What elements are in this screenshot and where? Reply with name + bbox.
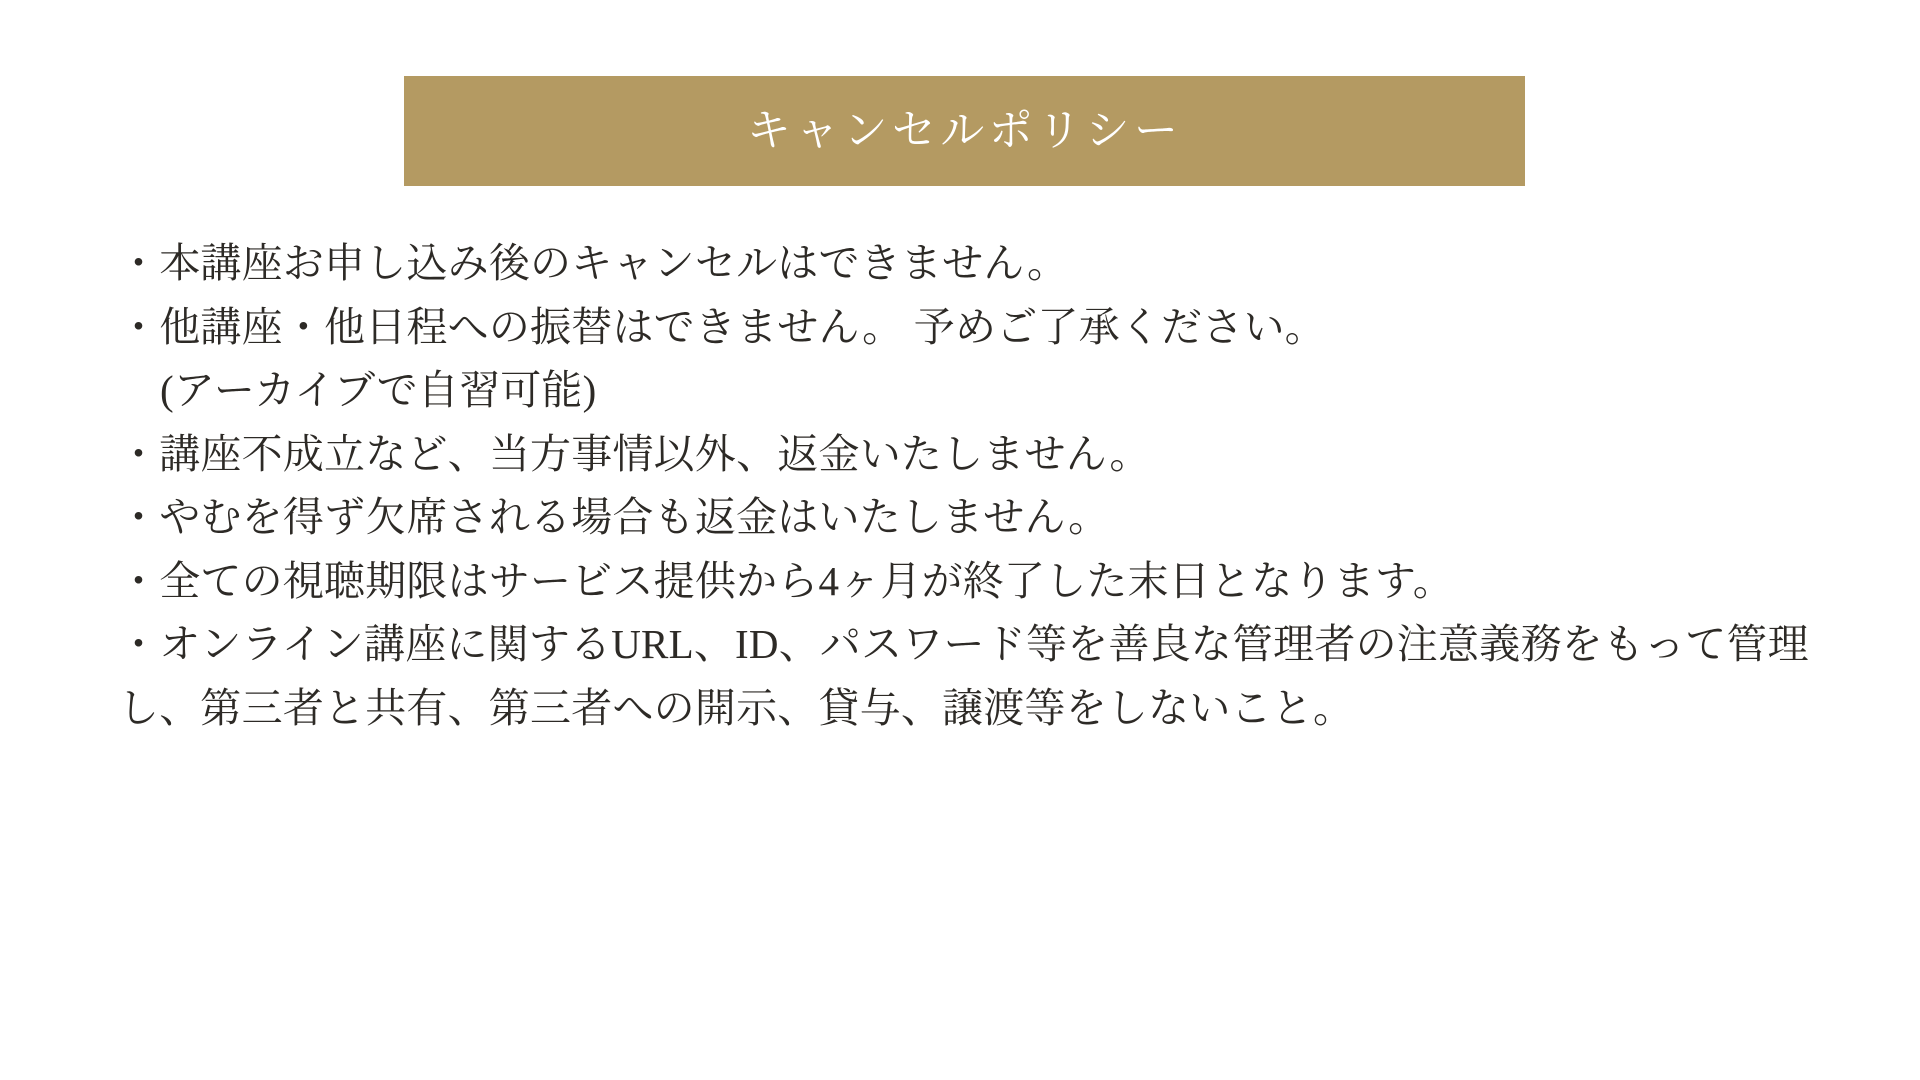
policy-text-block (118, 232, 1818, 740)
policy-line: ・他講座・他日程への振替はできません。 予めご了承ください。 (118, 303, 1326, 350)
policy-line: ・オンライン講座に関するURL、ID、パスワード等を善良な管理者の注意義務をもって管理し、第三者と共有、第三者への開示、貸与、譲渡等をしないこと。 (118, 621, 1809, 731)
page-title: キャンセルポリシー (746, 106, 1183, 155)
policy-line: ・全ての視聴期限はサービス提供から4ヶ月が終了した末日となります。 (118, 557, 1454, 604)
title-banner (404, 76, 1525, 186)
policy-line: ・講座不成立など、当方事情以外、返金いたしません。 (118, 430, 1151, 477)
policy-line: (アーカイブで自習可能) (160, 367, 597, 414)
policy-line: ・やむを得ず欠席される場合も返金はいたしません。 (118, 494, 1110, 541)
policy-line: ・本講座お申し込み後のキャンセルはできません。 (118, 240, 1069, 286)
